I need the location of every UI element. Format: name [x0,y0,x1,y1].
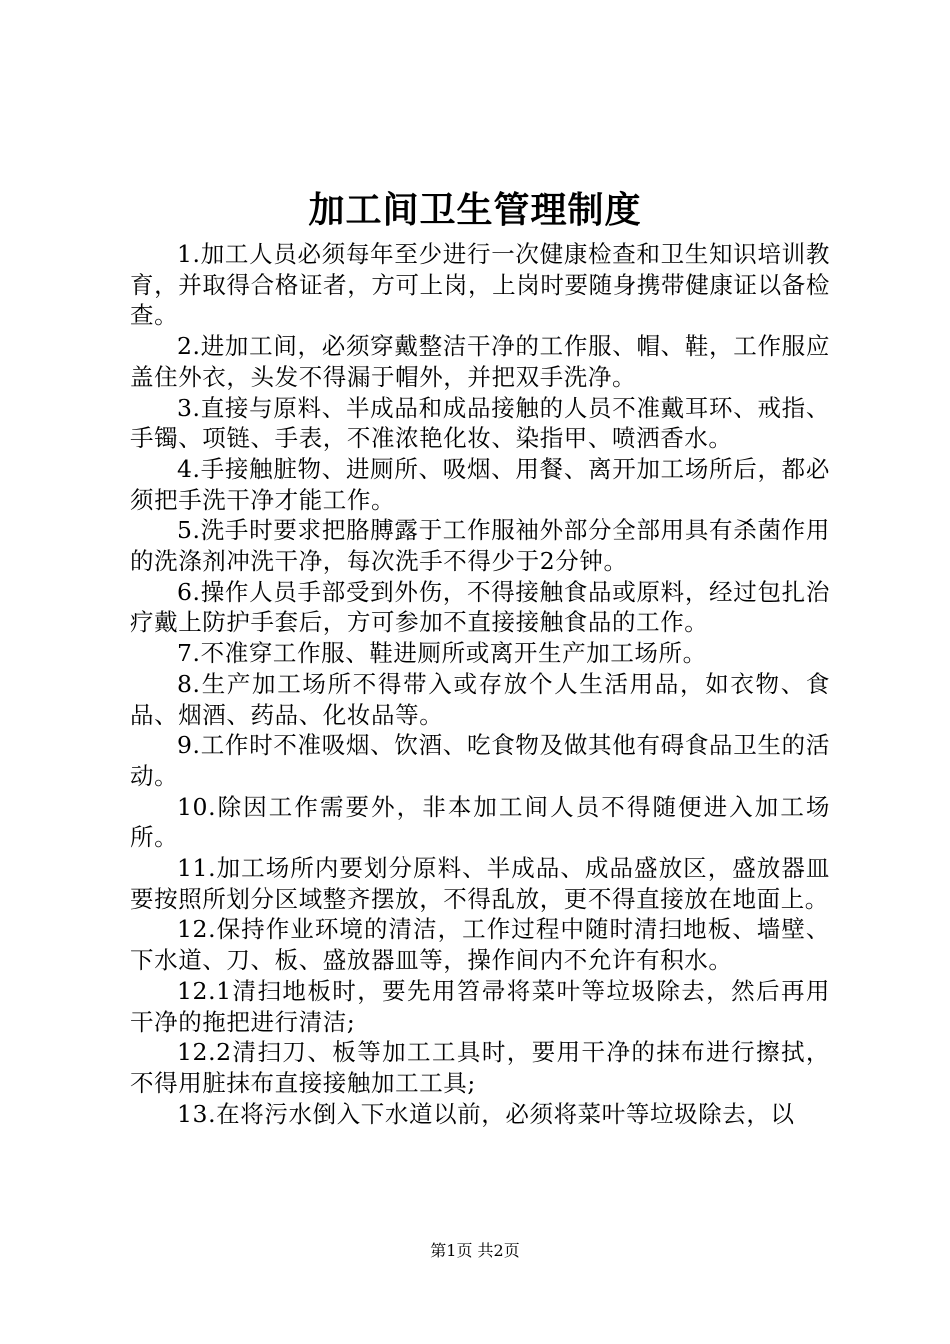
paragraph: 7.不准穿工作服、鞋进厕所或离开生产加工场所。 [177,639,707,668]
document-body [130,239,830,1129]
paragraph: 12.2清扫刀、板等加工工具时，要用干净的抹布进行擦拭，不得用脏抹布直接接触加工工具; [130,1038,830,1097]
document-title: 加工间卫生管理制度 [308,189,642,231]
paragraph: 3.直接与原料、半成品和成品接触的人员不准戴耳环、戒指、手镯、项链、手表，不准浓艳化妆、染指甲、喷洒香水。 [130,393,830,453]
paragraph: 1.加工人员必须每年至少进行一次健康检查和卫生知识培训教育，并取得合格证者，方可上岗，上岗时要随身携带健康证以备检查。 [130,240,830,330]
page-footer: 第1页 共2页 [430,1241,520,1260]
paragraph: 5.洗手时要求把胳膊露于工作服袖外部分全部用具有杀菌作用的洗涤剂冲洗干净，每次洗手不得少于2分钟。 [130,516,830,576]
paragraph: 10.除因工作需要外，非本加工间人员不得随便进入加工场所。 [130,792,830,852]
paragraph: 12.1清扫地板时，要先用笤帚将菜叶等垃圾除去，然后再用干净的拖把进行清洁; [130,976,830,1036]
paragraph: 12.保持作业环境的清洁，工作过程中随时清扫地板、墙壁、下水道、刀、板、盛放器皿等，操作间内不允许有积水。 [130,915,830,975]
paragraph: 11.加工场所内要划分原料、半成品、成品盛放区，盛放器皿要按照所划分区域整齐摆放，不得乱放，更不得直接放在地面上。 [130,854,830,913]
paragraph: 6.操作人员手部受到外伤，不得接触食品或原料，经过包扎治疗戴上防护手套后，方可参加不直接接触食品的工作。 [130,577,830,637]
paragraph: 8.生产加工场所不得带入或存放个人生活用品，如衣物、食品、烟酒、药品、化妆品等。 [130,669,830,729]
paragraph: 4.手接触脏物、进厕所、吸烟、用餐、离开加工场所后，都必须把手洗干净才能工作。 [130,454,830,514]
paragraph: 9.工作时不准吸烟、饮酒、吃食物及做其他有碍食品卫生的活动。 [130,731,830,790]
paragraph: 13.在将污水倒入下水道以前，必须将菜叶等垃圾除去，以 [177,1099,795,1128]
paragraph: 2.进加工间，必须穿戴整洁干净的工作服、帽、鞋，工作服应盖住外衣，头发不得漏于帽外，并把双手洗净。 [130,332,830,391]
